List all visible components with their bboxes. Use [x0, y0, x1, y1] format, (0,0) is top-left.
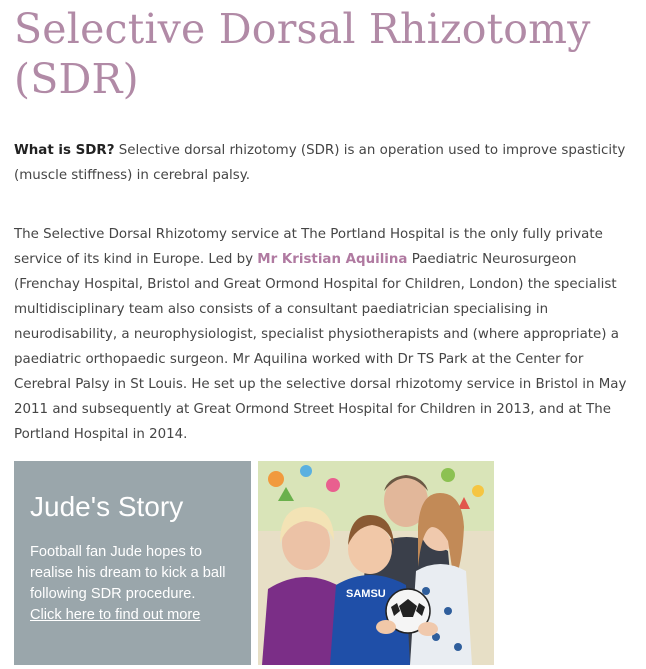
dress-flower	[444, 607, 452, 615]
paint-spot	[300, 465, 312, 477]
intro-label: What is SDR?	[14, 143, 115, 158]
surgeon-link[interactable]: Mr Kristian Aquilina	[257, 252, 408, 267]
story-heading: Jude's Story	[30, 491, 184, 522]
story-text	[30, 542, 240, 626]
paint-spot	[326, 478, 340, 492]
dress-flower	[422, 587, 430, 595]
paint-spot	[441, 468, 455, 482]
family-photo-illustration	[258, 461, 494, 665]
story-photo[interactable]	[258, 461, 494, 665]
paint-spot	[268, 471, 284, 487]
page-title: Selective Dorsal Rhizotomy (SDR)	[14, 5, 591, 103]
paint-spot	[472, 485, 484, 497]
story-description: Football fan Jude hopes to realise his dream to kick a ball following SDR procedure.	[30, 544, 226, 602]
dress-flower	[454, 643, 462, 651]
service-paragraph	[14, 222, 638, 447]
service-text-end: Paediatric Neurosurgeon (Frenchay Hospital, Bristol and Great Ormond Hospital for Children, London) the specialist multidisciplinary team also consists of a consultant paediatrician specialising in neurodisability, a neurophysiologist, specialist physiotherapists and (where appropriate) a paediatric orthopaedic surgeon. Mr Aquilina worked with Dr TS Park at the Center for Cerebral Palsy in St Louis. He set up the selective dorsal rhizotomy service in Bristol in May 2011 and subsequently at Great Ormond Street Hospital for Children in 2013, and at The Portland Hospital in 2014.	[14, 252, 627, 442]
intro-text: Selective dorsal rhizotomy (SDR) is an operation used to improve spasticity (muscle stiffness) in cerebral palsy.	[14, 143, 626, 183]
shirt-sponsor: SAMSU	[346, 588, 386, 600]
girl-hand	[418, 622, 438, 636]
story-panel	[14, 461, 251, 665]
boy-hand	[376, 620, 396, 634]
find-out-more-link[interactable]: Click here to find out more	[30, 607, 201, 623]
intro-paragraph	[14, 138, 638, 188]
service-text-start: The Selective Dorsal Rhizotomy service at The Portland Hospital is the only fully private service of its kind in Europe. Led by	[14, 227, 603, 267]
